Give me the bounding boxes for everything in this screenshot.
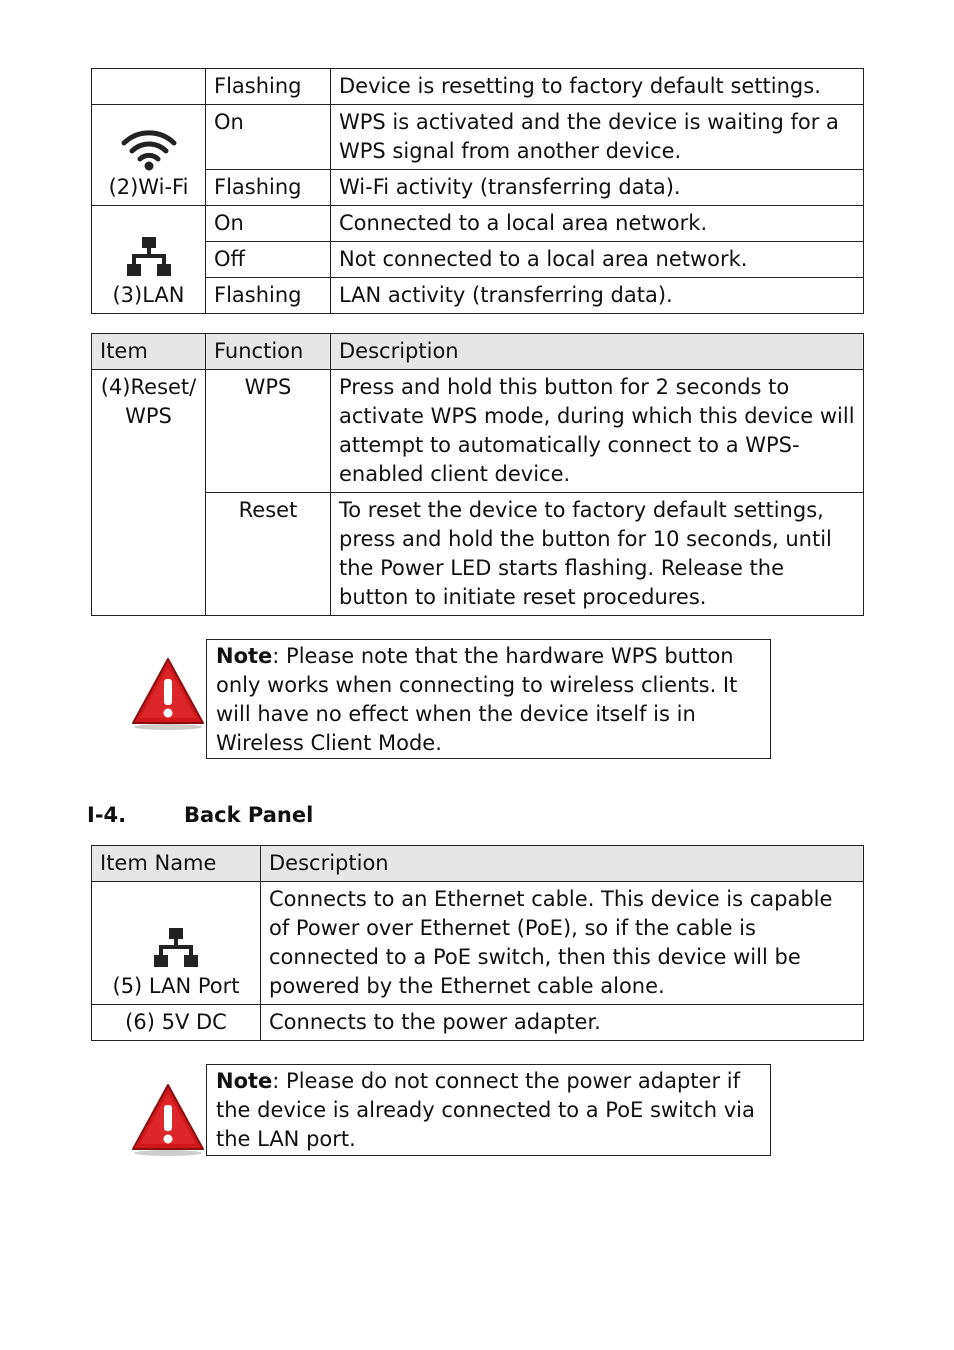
table-row bbox=[92, 242, 864, 278]
column-header: Item Name bbox=[92, 846, 261, 882]
led-state: Off bbox=[206, 242, 331, 278]
wifi-label: (2)Wi-Fi bbox=[108, 175, 189, 199]
column-header: Item bbox=[92, 334, 206, 370]
table-row bbox=[92, 882, 864, 1005]
led-state: Flashing bbox=[206, 170, 331, 206]
led-state: On bbox=[206, 206, 331, 242]
wifi-led-cell bbox=[92, 105, 206, 206]
table-row bbox=[92, 278, 864, 314]
description-cell: Connects to the power adapter. bbox=[261, 1005, 864, 1041]
led-description: Connected to a local area network. bbox=[331, 206, 864, 242]
warning-icon bbox=[130, 1081, 206, 1157]
led-description: Device is resetting to factory default settings. bbox=[331, 69, 864, 105]
description-cell: To reset the device to factory default settings, press and hold the button for 10 seconds, until the Power LED starts flashing. Release the button to initiate reset procedures. bbox=[331, 493, 864, 616]
lan-icon bbox=[127, 237, 171, 279]
warning-icon bbox=[130, 655, 206, 731]
section-number: I-4. bbox=[87, 803, 127, 827]
description-cell: Connects to an Ethernet cable. This device is capable of Power over Ethernet (PoE), so if the cable is connected to a PoE switch, then this device will be powered by the Ethernet cable alone. bbox=[261, 882, 864, 1005]
led-description: Wi-Fi activity (transferring data). bbox=[331, 170, 864, 206]
column-header: Description bbox=[261, 846, 864, 882]
led-description: Not connected to a local area network. bbox=[331, 242, 864, 278]
table-header-row bbox=[92, 334, 864, 370]
table-row bbox=[92, 69, 864, 105]
note-text: : Please do not connect the power adapter if the device is already connected to a PoE switch via the LAN port. bbox=[216, 1069, 755, 1151]
led-description: WPS is activated and the device is waiting for a WPS signal from another device. bbox=[331, 105, 864, 170]
item-cell bbox=[92, 882, 261, 1005]
table-header-row bbox=[92, 846, 864, 882]
note-label: Note bbox=[216, 644, 273, 668]
note-box bbox=[206, 639, 771, 759]
item-cell: (4)Reset/ WPS bbox=[92, 370, 206, 616]
table-row bbox=[92, 1005, 864, 1041]
note-text: : Please note that the hardware WPS button only works when connecting to wireless clients. It will have no effect when the device itself is in Wireless Client Mode. bbox=[216, 644, 738, 755]
table-row bbox=[92, 105, 864, 170]
lan-icon bbox=[154, 928, 198, 970]
wifi-icon bbox=[120, 127, 178, 171]
led-state: Flashing bbox=[206, 278, 331, 314]
note-box bbox=[206, 1064, 771, 1156]
lan-label: (3)LAN bbox=[112, 283, 185, 307]
button-table bbox=[91, 333, 864, 616]
table-row bbox=[92, 206, 864, 242]
note-label: Note bbox=[216, 1069, 273, 1093]
back-panel-table bbox=[91, 845, 864, 1041]
table-row bbox=[92, 493, 864, 616]
section-title: Back Panel bbox=[184, 803, 314, 827]
column-header: Function bbox=[206, 334, 331, 370]
led-state: Flashing bbox=[206, 69, 331, 105]
led-state: On bbox=[206, 105, 331, 170]
function-cell: WPS bbox=[206, 370, 331, 493]
item-label: (5) LAN Port bbox=[112, 974, 240, 998]
table-row bbox=[92, 170, 864, 206]
led-status-table bbox=[91, 68, 864, 314]
table-row bbox=[92, 370, 864, 493]
function-cell: Reset bbox=[206, 493, 331, 616]
column-header: Description bbox=[331, 334, 864, 370]
description-cell: Press and hold this button for 2 seconds to activate WPS mode, during which this device will attempt to automatically connect to a WPS-enabled client device. bbox=[331, 370, 864, 493]
led-description: LAN activity (transferring data). bbox=[331, 278, 864, 314]
lan-led-cell bbox=[92, 206, 206, 314]
item-cell: (6) 5V DC bbox=[92, 1005, 261, 1041]
